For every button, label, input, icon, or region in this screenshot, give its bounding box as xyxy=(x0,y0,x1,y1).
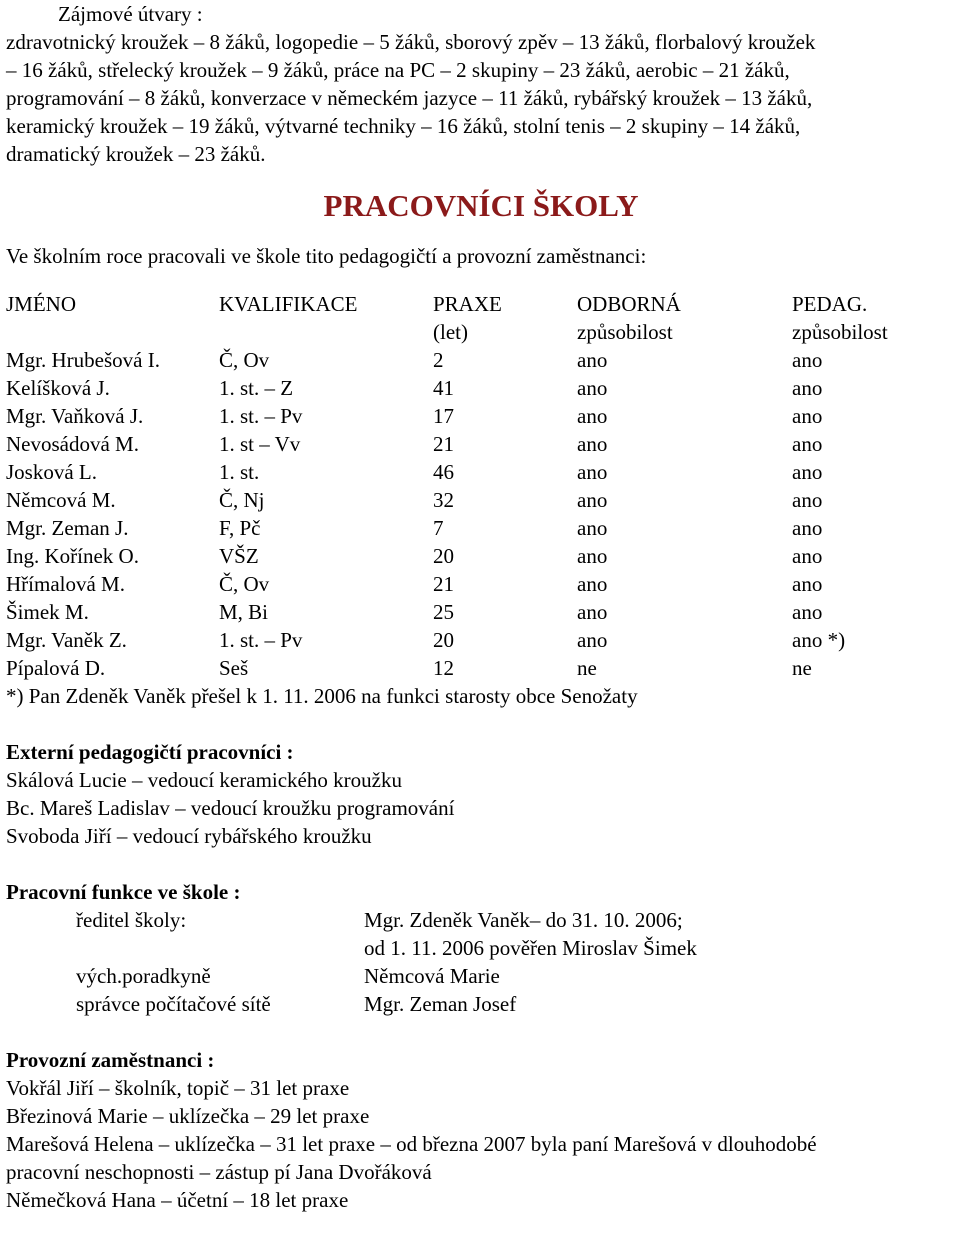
list-item: Skálová Lucie – vedoucí keramického kroužku xyxy=(6,768,402,792)
intro-line: zdravotnický kroužek – 8 žáků, logopedie – 5 žáků, sborový zpěv – 13 žáků, florbalový kroužek xyxy=(6,30,816,54)
staff-footnote: *) Pan Zdeněk Vaněk přešel k 1. 11. 2006 na funkci starosty obce Senožaty xyxy=(6,684,638,708)
staff-table xyxy=(6,290,952,682)
intro-line: – 16 žáků, střelecký kroužek – 9 žáků, práce na PC – 2 skupiny – 23 žáků, aerobic – 21 žáků, xyxy=(6,58,790,82)
function-value: Mgr. Zdeněk Vaněk– do 31. 10. 2006; xyxy=(364,908,683,932)
table-cell: Šimek M. xyxy=(6,600,89,624)
table-cell: 1. st. – Pv xyxy=(219,404,303,428)
list-item: Březinová Marie – uklízečka – 29 let praxe xyxy=(6,1104,370,1128)
intro-line: programování – 8 žáků, konverzace v německém jazyce – 11 žáků, rybářský kroužek – 13 žáků, xyxy=(6,86,813,110)
table-cell: Nevosádová M. xyxy=(6,432,139,456)
list-item: Bc. Mareš Ladislav – vedoucí kroužku programování xyxy=(6,796,455,820)
list-item: Vokřál Jiří – školník, topič – 31 let praxe xyxy=(6,1076,350,1100)
table-row xyxy=(6,430,952,458)
staff-table-body xyxy=(6,290,952,682)
function-row xyxy=(6,962,956,990)
table-cell: ano xyxy=(792,572,823,596)
list-item: pracovní neschopnosti – zástup pí Jana Dvořáková xyxy=(6,1160,432,1184)
header-cell: způsobilost xyxy=(792,320,888,344)
document-page xyxy=(6,0,956,1214)
external-section xyxy=(6,738,956,850)
table-cell: Č, Ov xyxy=(219,572,270,596)
header-cell xyxy=(219,318,433,346)
table-cell: Pípalová D. xyxy=(6,656,106,680)
header-cell: (let) xyxy=(433,320,468,344)
header-cell: PRAXE xyxy=(433,292,502,316)
table-cell: 12 xyxy=(433,656,454,680)
intro-line: dramatický kroužek – 23 žáků. xyxy=(6,142,266,166)
list-item: Svoboda Jiří – vedoucí rybářského kroužku xyxy=(6,824,372,848)
table-row xyxy=(6,598,952,626)
header-cell: PEDAG. xyxy=(792,292,868,316)
table-cell: ano xyxy=(577,516,608,540)
table-cell: 32 xyxy=(433,488,454,512)
table-cell: ano xyxy=(577,460,608,484)
table-cell: ano *) xyxy=(792,628,846,652)
table-row xyxy=(6,346,952,374)
table-cell: ano xyxy=(577,488,608,512)
table-cell: Mgr. Hrubešová I. xyxy=(6,348,160,372)
operational-section xyxy=(6,1046,956,1214)
function-value: od 1. 11. 2006 pověřen Miroslav Šimek xyxy=(364,936,697,960)
header-cell: KVALIFIKACE xyxy=(219,292,358,316)
header-cell: ODBORNÁ xyxy=(577,292,681,316)
function-row xyxy=(6,934,956,962)
table-cell: Seš xyxy=(219,656,249,680)
header-cell: JMÉNO xyxy=(6,292,77,316)
section-title: PRACOVNÍCI ŠKOLY xyxy=(323,188,639,223)
table-cell: ano xyxy=(792,516,823,540)
table-cell: ano xyxy=(792,488,823,512)
table-cell: M, Bi xyxy=(219,600,269,624)
list-item: Marešová Helena – uklízečka – 31 let praxe – od března 2007 byla paní Marešová v dlouhodobé xyxy=(6,1132,817,1156)
table-cell: ano xyxy=(577,628,608,652)
table-cell: Hřímalová M. xyxy=(6,572,125,596)
table-cell: ano xyxy=(792,460,823,484)
table-cell: ne xyxy=(792,656,812,680)
table-cell: Kelíšková J. xyxy=(6,376,110,400)
table-cell: Mgr. Vaňková J. xyxy=(6,404,144,428)
table-cell: ano xyxy=(577,544,608,568)
table-cell: ano xyxy=(577,404,608,428)
table-cell: Ing. Kořínek O. xyxy=(6,544,139,568)
table-cell: 46 xyxy=(433,460,454,484)
table-cell: Mgr. Vaněk Z. xyxy=(6,628,127,652)
functions-section xyxy=(6,878,956,1018)
table-cell: 20 xyxy=(433,544,454,568)
table-cell: Němcová M. xyxy=(6,488,116,512)
table-cell: 20 xyxy=(433,628,454,652)
function-row xyxy=(6,906,956,934)
table-row xyxy=(6,486,952,514)
function-label: vých.poradkyně xyxy=(76,964,211,988)
table-cell: Č, Nj xyxy=(219,488,265,512)
table-row xyxy=(6,626,952,654)
table-cell: ano xyxy=(792,600,823,624)
function-value: Mgr. Zeman Josef xyxy=(364,992,517,1016)
operational-heading: Provozní zaměstnanci : xyxy=(6,1048,215,1072)
table-cell: 41 xyxy=(433,376,454,400)
table-row xyxy=(6,654,952,682)
header-cell xyxy=(6,318,219,346)
table-cell: ano xyxy=(577,348,608,372)
table-row xyxy=(6,542,952,570)
list-item: Němečková Hana – účetní – 18 let praxe xyxy=(6,1188,349,1212)
table-cell: ano xyxy=(792,404,823,428)
table-cell: 25 xyxy=(433,600,454,624)
intro-heading: Zájmové útvary : xyxy=(58,2,203,26)
table-cell: 1. st. – Z xyxy=(219,376,294,400)
table-cell: 1. st – Vv xyxy=(219,432,301,456)
function-label: ředitel školy: xyxy=(76,908,187,932)
intro-line: keramický kroužek – 19 žáků, výtvarné techniky – 16 žáků, stolní tenis – 2 skupiny – 14 žáků, xyxy=(6,114,801,138)
table-cell: ano xyxy=(792,432,823,456)
table-cell: 21 xyxy=(433,432,454,456)
table-header-row xyxy=(6,290,952,318)
table-cell: F, Pč xyxy=(219,516,261,540)
table-cell: VŠZ xyxy=(219,544,259,568)
table-cell: ano xyxy=(577,376,608,400)
table-cell: ne xyxy=(577,656,597,680)
table-cell: 17 xyxy=(433,404,454,428)
table-cell: 21 xyxy=(433,572,454,596)
table-cell: Č, Ov xyxy=(219,348,270,372)
table-cell: ano xyxy=(792,348,823,372)
table-cell: 7 xyxy=(433,516,444,540)
function-label xyxy=(6,934,364,962)
intro-paragraph xyxy=(6,28,956,168)
table-cell: ano xyxy=(577,600,608,624)
function-label: správce počítačové sítě xyxy=(76,992,271,1016)
header-cell: způsobilost xyxy=(577,320,673,344)
functions-heading: Pracovní funkce ve škole : xyxy=(6,880,241,904)
table-row xyxy=(6,570,952,598)
table-cell: ano xyxy=(792,376,823,400)
table-cell: 1. st. – Pv xyxy=(219,628,303,652)
table-cell: ano xyxy=(577,572,608,596)
table-row xyxy=(6,458,952,486)
function-value: Němcová Marie xyxy=(364,964,500,988)
table-row xyxy=(6,374,952,402)
table-row xyxy=(6,514,952,542)
function-row xyxy=(6,990,956,1018)
staff-intro: Ve školním roce pracovali ve škole tito pedagogičtí a provozní zaměstnanci: xyxy=(6,244,647,268)
table-header-row xyxy=(6,318,952,346)
table-cell: 2 xyxy=(433,348,444,372)
table-cell: ano xyxy=(792,544,823,568)
table-cell: 1. st. xyxy=(219,460,260,484)
external-heading: Externí pedagogičtí pracovníci : xyxy=(6,740,294,764)
table-cell: Josková L. xyxy=(6,460,97,484)
table-row xyxy=(6,402,952,430)
table-cell: Mgr. Zeman J. xyxy=(6,516,129,540)
table-cell: ano xyxy=(577,432,608,456)
